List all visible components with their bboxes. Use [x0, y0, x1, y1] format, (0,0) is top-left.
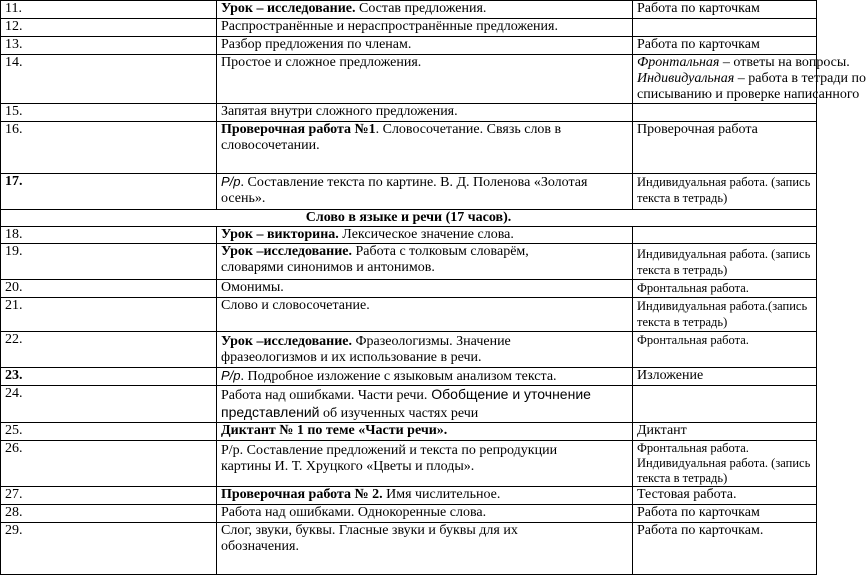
row-number: 21. [1, 298, 217, 332]
lesson-topic: Слог, звуки, буквы. [221, 523, 336, 538]
lesson-topic: Фразеологизмы. [352, 334, 453, 349]
work-form: Фронтальная работа. [633, 280, 817, 298]
work-desc: Фронтальная работа. [637, 441, 749, 455]
lesson-topic: Слово и словосочетание. [217, 298, 633, 332]
table-row [1, 55, 817, 104]
table-row [1, 280, 817, 298]
row-number: 12. [1, 19, 217, 37]
row-number: 22. [1, 332, 217, 368]
work-form [633, 174, 817, 210]
table-row [1, 244, 817, 280]
table-row [1, 298, 817, 332]
lesson-topic: Гласные звуки и буквы для их [335, 523, 518, 538]
row-number: 18. [1, 227, 217, 244]
lesson-topic: Лексическое значение слова. [338, 227, 514, 242]
work-form: Проверочная работа [633, 122, 817, 174]
lesson-cell [217, 122, 633, 174]
lesson-topic: Значение [452, 334, 511, 349]
table-row [1, 122, 817, 174]
lesson-topic: . Составление текста по картине. В. Д. Поленова «Золотая [240, 175, 588, 190]
lesson-topic: об изученных частях речи [319, 406, 479, 421]
row-number: 28. [1, 505, 217, 523]
lesson-topic: Омонимы. [217, 280, 633, 298]
lesson-topic: Работа над ошибками. Части речи. [221, 388, 428, 403]
lesson-type: Р/р [221, 174, 241, 189]
lesson-topic: обозначения. [221, 539, 299, 554]
lesson-topic: Работа с толковым словарём, [352, 244, 529, 259]
lesson-topic: Распространённые и нераспространённые предложения. [217, 19, 633, 37]
lesson-topic: представлений [221, 404, 320, 420]
work-desc: текста в тетрадь) [637, 191, 728, 205]
work-desc: Индивидуальная работа. (запись [637, 175, 811, 189]
table-row [1, 523, 817, 575]
work-desc: Индивидуальная работа. (запись [637, 456, 811, 470]
lesson-cell [217, 523, 633, 575]
lesson-cell [217, 332, 633, 368]
table-row [1, 487, 817, 505]
table-row [1, 368, 817, 386]
lesson-topic: Обобщение и уточнение [427, 386, 591, 402]
work-form: Работа по карточкам [633, 1, 817, 19]
lesson-type: Урок –исследование. [221, 244, 352, 259]
table-row [1, 174, 817, 210]
lesson-topic: Разбор предложения по членам. [217, 37, 633, 55]
lesson-cell [217, 386, 633, 423]
row-number: 16. [1, 122, 217, 174]
row-number: 13. [1, 37, 217, 55]
table-row [1, 332, 817, 368]
row-number: 17. [1, 174, 217, 210]
table-row [1, 386, 817, 423]
work-kind: Индивидуальная [637, 71, 735, 86]
section-header-row [1, 210, 817, 227]
lesson-topic: словосочетании. [221, 138, 320, 153]
lesson-topic: осень». [221, 191, 266, 206]
work-form: Изложение [633, 368, 817, 386]
lesson-type: Урок – викторина. [221, 227, 339, 242]
work-desc: текста в тетрадь) [637, 471, 728, 485]
work-form: Фронтальная работа. [633, 332, 817, 368]
table-row [1, 505, 817, 523]
work-form [633, 19, 817, 37]
section-title: Слово в языке и речи (17 часов). [1, 210, 817, 227]
work-form [633, 244, 817, 280]
work-kind: Фронтальная [637, 55, 720, 70]
lesson-topic: Связь слов в [483, 122, 562, 137]
lesson-cell [217, 441, 633, 487]
lesson-type: Диктант № 1 по теме «Части речи». [217, 423, 633, 441]
row-number: 29. [1, 523, 217, 575]
lesson-topic: Р/р. Составление предложений и текста по репродукции [221, 443, 558, 458]
row-number: 11. [1, 1, 217, 19]
lesson-type: Проверочная работа №1 [221, 122, 376, 137]
table-row [1, 441, 817, 487]
row-number: 26. [1, 441, 217, 487]
table-row [1, 1, 817, 19]
work-form [633, 441, 817, 487]
work-form [633, 298, 817, 332]
work-form: Работа по карточкам. [633, 523, 817, 575]
work-desc: – работа в тетради по [734, 71, 866, 86]
work-desc: – ответы на вопросы. [719, 55, 850, 70]
work-form: Тестовая работа. [633, 487, 817, 505]
lesson-topic: . Словосочетание. [375, 122, 484, 137]
lesson-topic: словарями синонимов и антонимов. [221, 260, 435, 275]
table-row [1, 37, 817, 55]
lesson-cell [217, 368, 633, 386]
work-desc: Индивидуальная работа. (запись [637, 247, 811, 261]
lesson-topic: . Подробное изложение с языковым анализом текста. [240, 369, 557, 384]
lesson-topic: Простое и сложное предложения. [217, 55, 633, 104]
lesson-topic: Имя числительное. [382, 487, 501, 502]
work-form: Диктант [633, 423, 817, 441]
lesson-topic: картины И. Т. Хруцкого «Цветы и плоды». [221, 459, 475, 474]
lesson-type: Урок – исследование. [221, 1, 356, 16]
work-form: Работа по карточкам [633, 505, 817, 523]
row-number: 24. [1, 386, 217, 423]
work-desc: списыванию и проверке написанного [637, 87, 860, 102]
row-number: 23. [1, 368, 217, 386]
lesson-type: Проверочная работа № 2. [221, 487, 383, 502]
work-form [633, 386, 817, 423]
lesson-topic: Состав предложения. [355, 1, 487, 16]
lesson-topic: Запятая внутри сложного предложения. [217, 104, 633, 122]
row-number: 15. [1, 104, 217, 122]
table-row [1, 19, 817, 37]
row-number: 14. [1, 55, 217, 104]
lesson-cell [217, 244, 633, 280]
lesson-cell [217, 1, 633, 19]
work-form [633, 227, 817, 244]
table-row [1, 423, 817, 441]
lesson-cell [217, 487, 633, 505]
table-row [1, 227, 817, 244]
work-desc: текста в тетрадь) [637, 315, 728, 329]
work-desc: текста в тетрадь) [637, 263, 728, 277]
row-number: 19. [1, 244, 217, 280]
work-form [633, 104, 817, 122]
lesson-topic: Работа над ошибками. Однокоренные слова. [217, 505, 633, 523]
row-number: 27. [1, 487, 217, 505]
work-desc: Индивидуальная работа.(запись [637, 299, 808, 313]
row-number: 25. [1, 423, 217, 441]
work-form [633, 55, 866, 104]
lesson-type: Р/р [221, 368, 241, 383]
lesson-type: Урок –исследование. [221, 334, 352, 349]
lesson-topic: фразеологизмов и их использование в речи. [221, 350, 482, 365]
row-number: 20. [1, 280, 217, 298]
work-form: Работа по карточкам [633, 37, 817, 55]
lesson-cell [217, 227, 633, 244]
table-row [1, 104, 817, 122]
lesson-cell [217, 174, 633, 210]
